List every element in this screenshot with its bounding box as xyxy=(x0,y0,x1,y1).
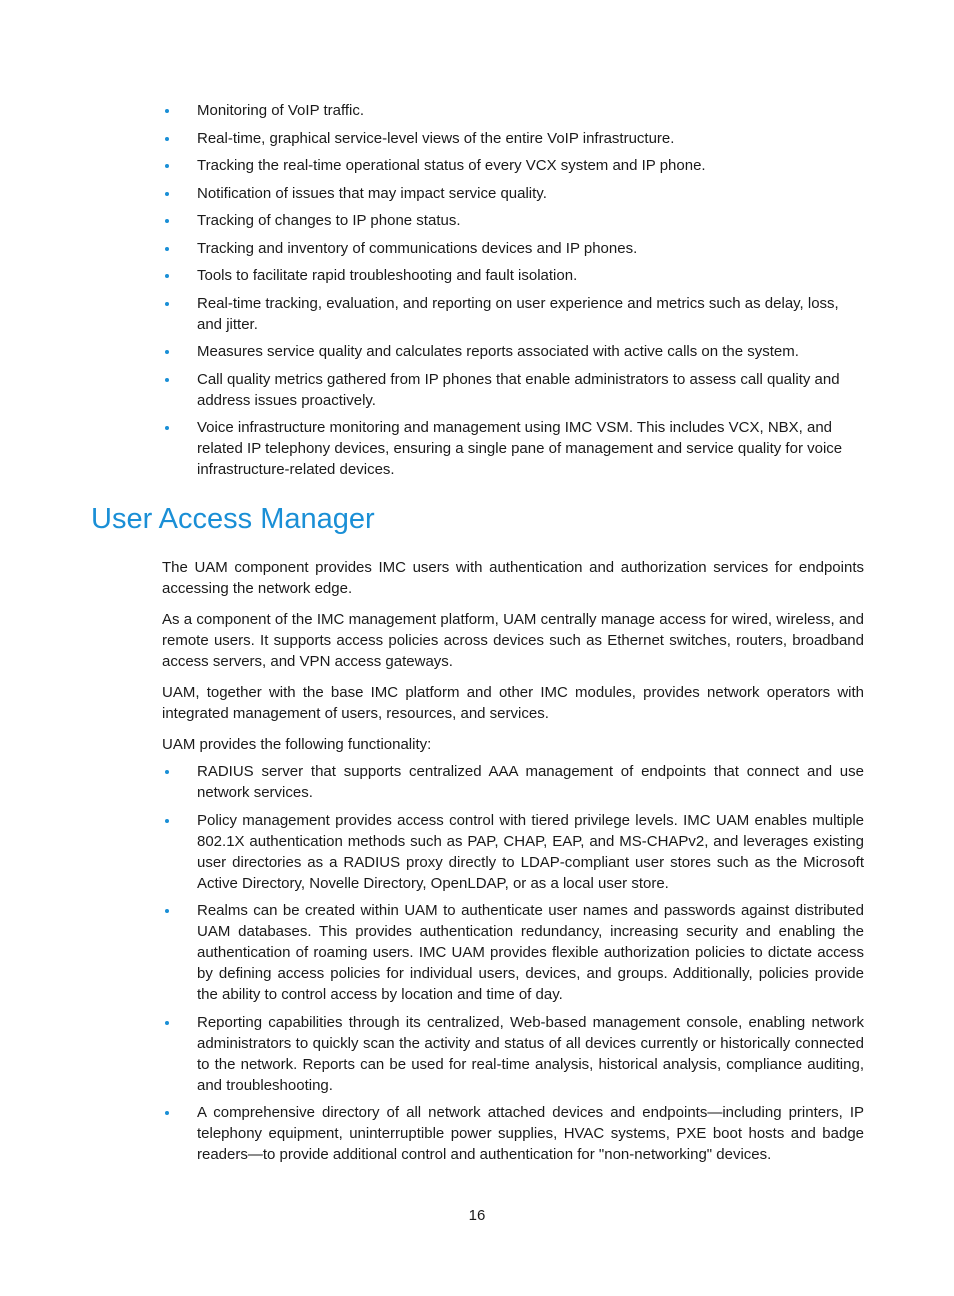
feature-bullet-list xyxy=(162,100,864,487)
list-item: Real-time tracking, evaluation, and reporting on user experience and metrics such as delay, loss, and jitter. xyxy=(162,293,864,335)
list-item: Policy management provides access control with tiered privilege levels. IMC UAM enables multiple 802.1X authentication methods such as PAP, CHAP, EAP, and MS-CHAPv2, and leverages existing user directories as a RADIUS proxy directly to LDAP-compliant user stores such as the Microsoft Active Directory, Novelle Directory, OpenLDAP, or as a local user store. xyxy=(162,810,864,894)
bullet-icon xyxy=(165,1021,169,1025)
list-item: Call quality metrics gathered from IP phones that enable administrators to assess call quality and address issues proactively. xyxy=(162,369,864,411)
bullet-icon xyxy=(165,1111,169,1115)
list-item: Notification of issues that may impact service quality. xyxy=(162,183,864,204)
bullet-icon xyxy=(165,137,169,141)
paragraph: As a component of the IMC management platform, UAM centrally manage access for wired, wireless, and remote users. It supports access policies across devices such as Ethernet switches, routers, broadband access servers, and VPN access gateways. xyxy=(162,611,864,670)
bullet-icon xyxy=(165,819,169,823)
bullet-icon xyxy=(165,274,169,278)
list-item: Measures service quality and calculates reports associated with active calls on the system. xyxy=(162,341,864,362)
list-item: A comprehensive directory of all network attached devices and endpoints—including printers, IP telephony equipment, uninterruptible power supplies, HVAC systems, PXE boot hosts and badge readers—to provide additional control and authentication for "non-networking" devices. xyxy=(162,1102,864,1165)
bullet-icon xyxy=(165,192,169,196)
list-item: Tools to facilitate rapid troubleshooting and fault isolation. xyxy=(162,265,864,286)
list-item: Reporting capabilities through its centralized, Web-based management console, enabling network administrators to quickly scan the activity and status of all devices currently or historically connected to the network. Reports can be used for real-time analysis, historical analysis, compliance auditing, and troubleshooting. xyxy=(162,1012,864,1096)
list-item: Realms can be created within UAM to authenticate user names and passwords against distributed UAM databases. This provides authentication redundancy, increasing security and enabling the authentication of roaming users. IMC UAM provides flexible authorization policies to dictate access by defining access policies for individual users, devices, and groups. Additionally, policies provide the ability to control access by location and time of day. xyxy=(162,900,864,1005)
page-number: 16 xyxy=(468,1207,486,1224)
bullet-icon xyxy=(165,247,169,251)
list-item: Voice infrastructure monitoring and management using IMC VSM. This includes VCX, NBX, and related IP telephony devices, ensuring a single pane of management and service quality for voice infrastructure-related devices. xyxy=(162,417,864,480)
bullet-icon xyxy=(165,378,169,382)
bullet-icon xyxy=(165,909,169,913)
bullet-icon xyxy=(165,770,169,774)
bullet-icon xyxy=(165,426,169,430)
bullet-icon xyxy=(165,164,169,168)
list-item: Real-time, graphical service-level views of the entire VoIP infrastructure. xyxy=(162,128,864,149)
functionality-bullet-list xyxy=(162,761,864,1172)
list-item: Tracking the real-time operational status of every VCX system and IP phone. xyxy=(162,155,864,176)
list-item: RADIUS server that supports centralized AAA management of endpoints that connect and use network services. xyxy=(162,761,864,803)
bullet-icon xyxy=(165,350,169,354)
bullet-icon xyxy=(165,219,169,223)
section-heading: User Access Manager xyxy=(91,503,375,535)
paragraph: The UAM component provides IMC users with authentication and authorization services for endpoints accessing the network edge. xyxy=(162,559,864,597)
list-item: Tracking of changes to IP phone status. xyxy=(162,210,864,231)
bullet-icon xyxy=(165,302,169,306)
list-item: Monitoring of VoIP traffic. xyxy=(162,100,864,121)
paragraph: UAM, together with the base IMC platform and other IMC modules, provides network operators with integrated management of users, resources, and services. xyxy=(162,684,864,722)
paragraph: UAM provides the following functionality: xyxy=(162,736,432,753)
list-item: Tracking and inventory of communications devices and IP phones. xyxy=(162,238,864,259)
bullet-icon xyxy=(165,109,169,113)
